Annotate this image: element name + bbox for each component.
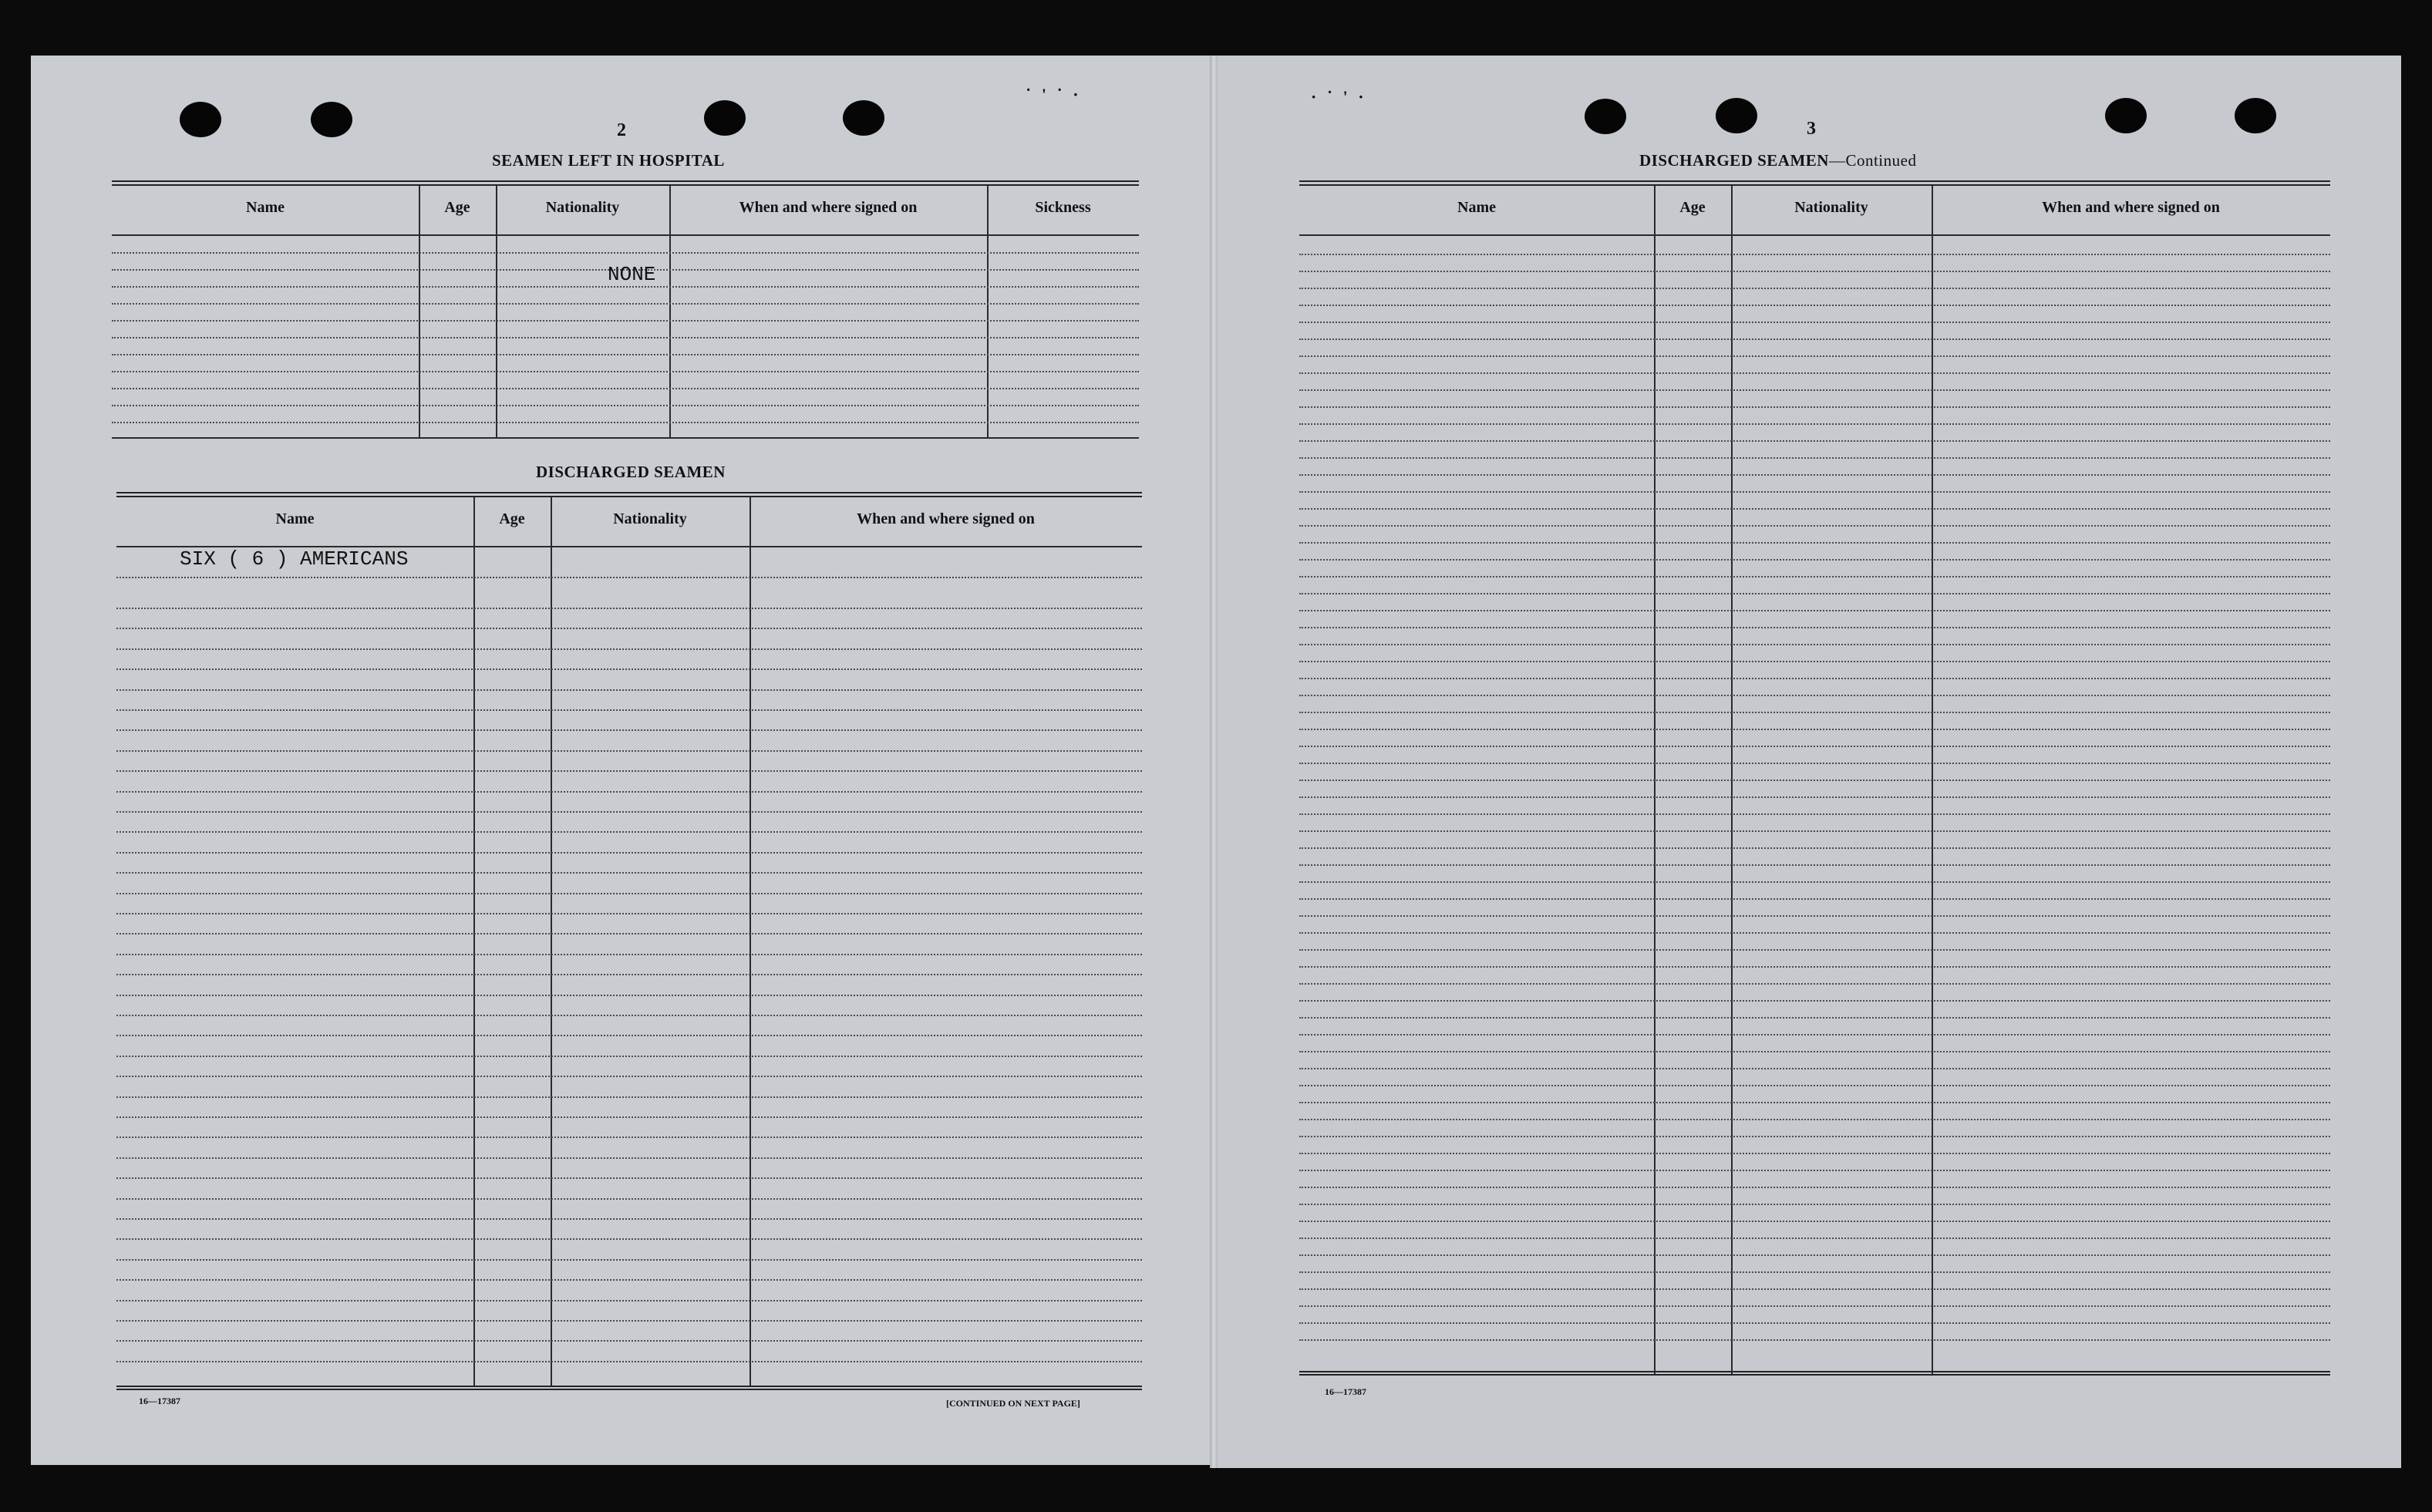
row-line (1299, 1051, 2330, 1052)
row-line (1299, 847, 2330, 849)
row-line (1299, 1187, 2330, 1188)
row-line (116, 1361, 1142, 1362)
row-line (1299, 796, 2330, 798)
row-line (116, 913, 1142, 914)
row-line (116, 648, 1142, 650)
row-line (116, 831, 1142, 833)
row-line (1299, 355, 2330, 357)
row-line (1299, 406, 2330, 408)
row-line (116, 689, 1142, 691)
row-line (1299, 593, 2330, 594)
row-line (112, 320, 1139, 322)
row-line (116, 1096, 1142, 1098)
row-line (112, 252, 1139, 254)
hospital-entry: NONE (608, 263, 656, 286)
row-line (116, 1177, 1142, 1179)
row-line (112, 337, 1139, 338)
row-line (116, 668, 1142, 670)
row-line (1299, 423, 2330, 425)
row-line (1299, 1102, 2330, 1103)
column-divider (551, 497, 552, 1386)
row-line (1299, 966, 2330, 968)
row-line (116, 608, 1142, 609)
row-line (1299, 1305, 2330, 1307)
col-header-age: Age (499, 510, 525, 527)
punch-hole (2105, 98, 2147, 133)
page-fold (1210, 56, 1218, 1468)
column-divider (749, 497, 751, 1386)
row-line (1299, 338, 2330, 340)
col-header-signed-on: When and where signed on (2042, 199, 2220, 216)
row-line (112, 303, 1139, 305)
row-line (1299, 627, 2330, 628)
col-header-signed-on: When and where signed on (739, 199, 918, 216)
title-suffix: —Continued (1828, 151, 1917, 170)
row-line (1299, 576, 2330, 578)
row-line (116, 872, 1142, 874)
discharged-entry: SIX ( 6 ) AMERICANS (180, 547, 409, 571)
discharged-section-title: DISCHARGED SEAMEN (536, 463, 726, 481)
col-header-sickness: Sickness (1035, 199, 1091, 216)
punch-hole (2235, 98, 2276, 133)
row-line (1299, 1322, 2330, 1324)
row-line (116, 1198, 1142, 1200)
row-line (112, 286, 1139, 288)
row-line (116, 750, 1142, 752)
continued-note: [CONTINUED ON NEXT PAGE] (946, 1398, 1080, 1409)
table-bottom-rule (1299, 1371, 2330, 1376)
row-line (1299, 1204, 2330, 1205)
row-line (1299, 1153, 2330, 1154)
column-divider (496, 186, 497, 439)
row-line (116, 628, 1142, 629)
row-line (112, 354, 1139, 355)
table-bottom-rule (112, 437, 1139, 439)
row-line (116, 1116, 1142, 1118)
discharged-table-left (116, 492, 1142, 1390)
row-line (1299, 457, 2330, 459)
row-line (1299, 372, 2330, 374)
page-number: 3 (1807, 119, 1816, 139)
punch-hole (1585, 99, 1626, 134)
row-line (1299, 729, 2330, 730)
row-line (1299, 915, 2330, 917)
discharged-table-right (1299, 180, 2330, 1376)
row-line (1299, 271, 2330, 272)
col-header-nationality: Nationality (1794, 199, 1868, 216)
table-top-rule (112, 180, 1139, 186)
row-line (112, 388, 1139, 389)
row-line (116, 995, 1142, 996)
row-line (1299, 1085, 2330, 1086)
row-line (112, 371, 1139, 372)
row-line (116, 1320, 1142, 1322)
row-line (1299, 1221, 2330, 1222)
page-number: 2 (617, 120, 626, 140)
header-rule (1299, 234, 2330, 236)
ink-specks: · ˙ ' · (1311, 87, 1367, 106)
title-main: DISCHARGED SEAMEN (1639, 151, 1829, 170)
row-line (116, 1157, 1142, 1159)
row-line (1299, 1119, 2330, 1120)
row-line (1299, 389, 2330, 391)
row-line (116, 1300, 1142, 1302)
row-line (116, 1238, 1142, 1240)
row-line (1299, 1254, 2330, 1256)
row-line (1299, 610, 2330, 611)
row-line (116, 1218, 1142, 1220)
row-line (116, 1035, 1142, 1036)
column-divider (473, 497, 475, 1386)
row-line (116, 852, 1142, 854)
row-line (116, 1056, 1142, 1057)
discharged-continued-title (1639, 151, 1916, 170)
table-top-rule (1299, 180, 2330, 186)
column-divider (987, 186, 989, 439)
row-line (116, 791, 1142, 793)
row-line (1299, 559, 2330, 561)
row-line (1299, 1017, 2330, 1019)
col-header-age: Age (444, 199, 470, 216)
row-line (116, 709, 1142, 711)
row-line (1299, 661, 2330, 662)
row-line (1299, 678, 2330, 679)
row-line (1299, 1339, 2330, 1341)
row-line (1299, 813, 2330, 815)
row-line (1299, 508, 2330, 510)
row-line (1299, 1034, 2330, 1036)
row-line (116, 1015, 1142, 1016)
row-line (1299, 644, 2330, 645)
row-line (116, 1137, 1142, 1138)
row-line (116, 729, 1142, 731)
row-line (116, 954, 1142, 955)
column-divider (669, 186, 671, 439)
row-line (112, 422, 1139, 423)
row-line (1299, 288, 2330, 289)
table-bottom-rule (116, 1386, 1142, 1390)
row-line (1299, 440, 2330, 442)
row-line (1299, 712, 2330, 713)
row-line (1299, 1068, 2330, 1069)
table-top-rule (116, 492, 1142, 497)
row-line (1299, 1271, 2330, 1273)
row-line (1299, 491, 2330, 493)
row-line (116, 1259, 1142, 1261)
col-header-name: Name (246, 199, 285, 216)
row-line (1299, 881, 2330, 883)
row-line (1299, 1000, 2330, 1002)
row-line (116, 893, 1142, 894)
row-line (1299, 898, 2330, 900)
column-divider (419, 186, 420, 439)
row-line (1299, 1288, 2330, 1290)
punch-hole (843, 100, 884, 136)
row-line (1299, 949, 2330, 951)
col-header-nationality: Nationality (613, 510, 687, 527)
punch-hole (1716, 98, 1757, 133)
row-line (1299, 932, 2330, 934)
row-line (1299, 746, 2330, 747)
punch-hole (311, 102, 352, 137)
row-line (1299, 1170, 2330, 1171)
col-header-name: Name (275, 510, 315, 527)
row-line (1299, 322, 2330, 323)
row-line (1299, 763, 2330, 764)
row-line (1299, 305, 2330, 306)
hospital-section-title: SEAMEN LEFT IN HOSPITAL (492, 151, 725, 170)
header-rule (112, 234, 1139, 236)
row-line (1299, 695, 2330, 696)
row-line (1299, 1238, 2330, 1239)
row-line (1299, 830, 2330, 832)
row-line (1299, 542, 2330, 544)
row-line (116, 1279, 1142, 1281)
punch-hole (704, 100, 746, 136)
row-line (1299, 983, 2330, 985)
row-line (116, 1076, 1142, 1077)
ink-specks: ˙ ' ˙ · (1026, 85, 1082, 104)
row-line (1299, 474, 2330, 476)
hospital-table (112, 180, 1139, 439)
row-line (1299, 525, 2330, 527)
row-line (116, 933, 1142, 934)
row-line (1299, 1136, 2330, 1137)
row-line (116, 1340, 1142, 1342)
punch-hole (180, 102, 221, 137)
col-header-signed-on: When and where signed on (857, 510, 1035, 527)
col-header-age: Age (1679, 199, 1706, 216)
row-line (116, 770, 1142, 772)
form-number: 16—17387 (139, 1396, 180, 1406)
row-line (1299, 864, 2330, 866)
row-line (116, 577, 1142, 578)
row-line (116, 811, 1142, 813)
row-line (116, 974, 1142, 975)
row-line (112, 405, 1139, 406)
form-number: 16—17387 (1325, 1386, 1366, 1397)
row-line (1299, 254, 2330, 255)
col-header-name: Name (1457, 199, 1496, 216)
col-header-nationality: Nationality (545, 199, 620, 216)
row-line (1299, 780, 2330, 781)
